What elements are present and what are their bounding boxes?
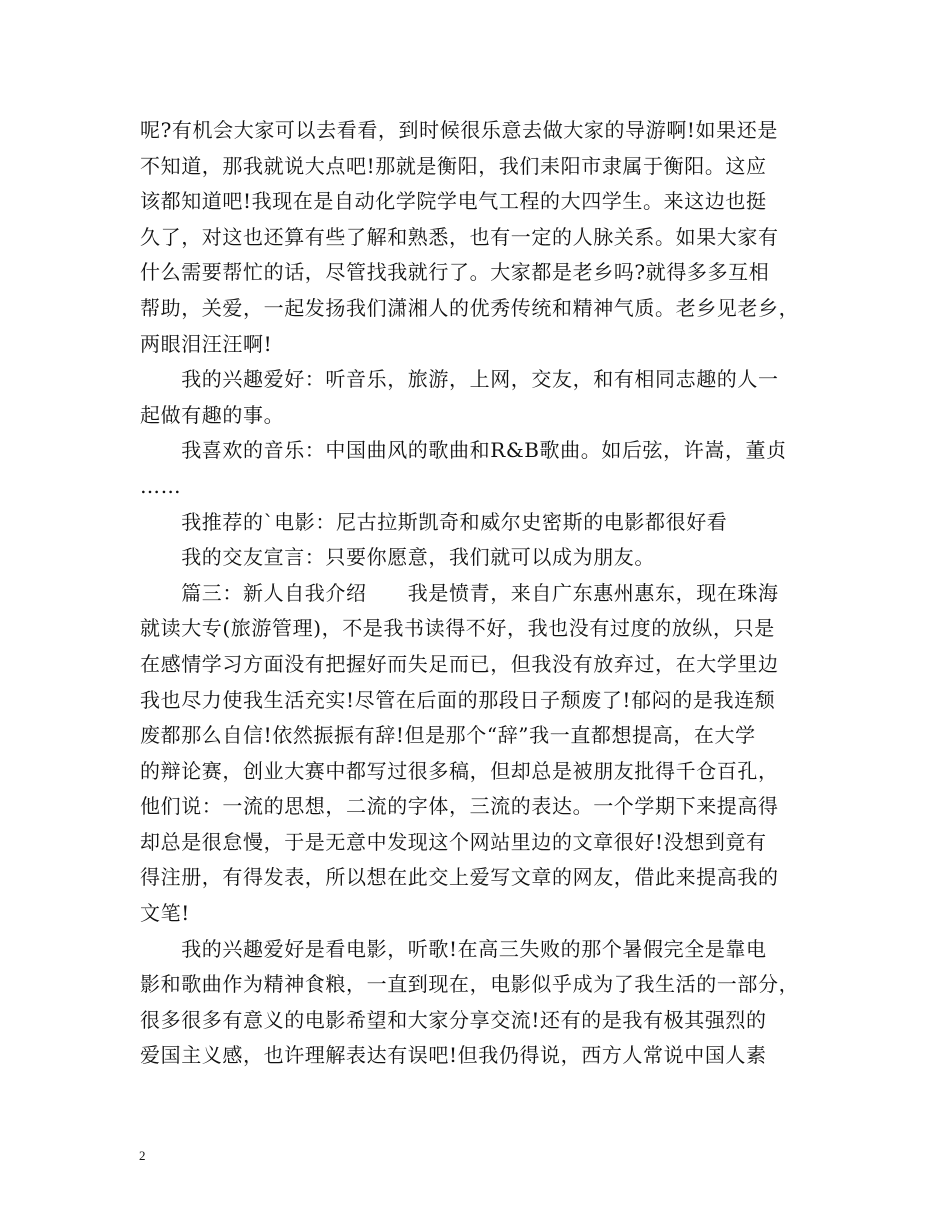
text-line: 帮助，关爱，一起发扬我们潇湘人的优秀传统和精神气质。老乡见老乡， (140, 295, 800, 320)
text-line: 起做有趣的事。 (140, 402, 285, 427)
text-line: …… (140, 473, 182, 498)
text-line: 不知道，那我就说大点吧!那就是衡阳，我们耒阳市隶属于衡阳。这应 (140, 153, 767, 178)
text-line: 他们说：一流的思想，二流的字体，三流的表达。一个学期下来提高得 (140, 794, 779, 819)
text-line: 我喜欢的音乐：中国曲风的歌曲和R&B歌曲。如后弦，许嵩，董贞 (140, 438, 787, 463)
text-line: 废都那么自信!依然振振有辞!但是那个“辞”我一直都想提高，在大学 (140, 723, 756, 748)
text-line: 就读大专(旅游管理)，不是我书读得不好，我也没有过度的放纵，只是 (140, 616, 775, 641)
body-text (140, 113, 830, 1074)
text-line: 两眼泪汪汪啊! (140, 331, 273, 356)
text-line: 我的兴趣爱好：听音乐，旅游，上网，交友，和有相同志趣的人一 (140, 367, 779, 392)
text-line: 我的兴趣爱好是看电影，听歌!在高三失败的那个暑假完全是靠电 (140, 936, 767, 961)
text-line: 呢?有机会大家可以去看看，到时候很乐意去做大家的导游啊!如果还是 (140, 118, 778, 142)
text-line: 我的交友宣言：只要你愿意，我们就可以成为朋友。 (140, 545, 655, 570)
text-line: 得注册，有得发表，所以想在此交上爱写文章的网友，借此来提高我的 (140, 865, 779, 890)
text-line: 的辩论赛，创业大赛中都写过很多稿，但却总是被朋友批得千仓百孔， (140, 758, 779, 783)
text-line: 在感情学习方面没有把握好而失足而已，但我没有放弃过，在大学里边 (140, 651, 779, 676)
text-line: 却总是很怠慢，于是无意中发现这个网站里边的文章很好!没想到竟有 (140, 829, 767, 854)
text-line: 爱国主义感，也许理解表达有误吧!但我仍得说，西方人常说中国人素 (140, 1043, 767, 1068)
text-line: 我也尽力使我生活充实!尽管在后面的那段日子颓废了!郁闷的是我连颓 (140, 687, 776, 712)
text-line: 很多很多有意义的电影希望和大家分享交流!还有的是我有极其强烈的 (140, 1007, 767, 1032)
text-line: 该都知道吧!我现在是自动化学院学电气工程的大四学生。来这边也挺 (140, 189, 767, 214)
text-line: 篇三：新人自我介绍 我是愤青，来自广东惠州惠东，现在珠海 (140, 580, 779, 605)
text-line: 久了，对这也还算有些了解和熟悉，也有一定的人脉关系。如果大家有 (140, 224, 779, 249)
text-line: 我推荐的`电影：尼古拉斯凯奇和威尔史密斯的电影都很好看 (140, 509, 728, 534)
text-line: 什么需要帮忙的话，尽管找我就行了。大家都是老乡吗?就得多多互相 (140, 260, 770, 285)
text-line: 影和歌曲作为精神食粮，一直到现在，电影似乎成为了我生活的一部分， (140, 972, 800, 997)
page-number: 2 (139, 1148, 146, 1163)
text-line: 文笔! (140, 901, 190, 926)
